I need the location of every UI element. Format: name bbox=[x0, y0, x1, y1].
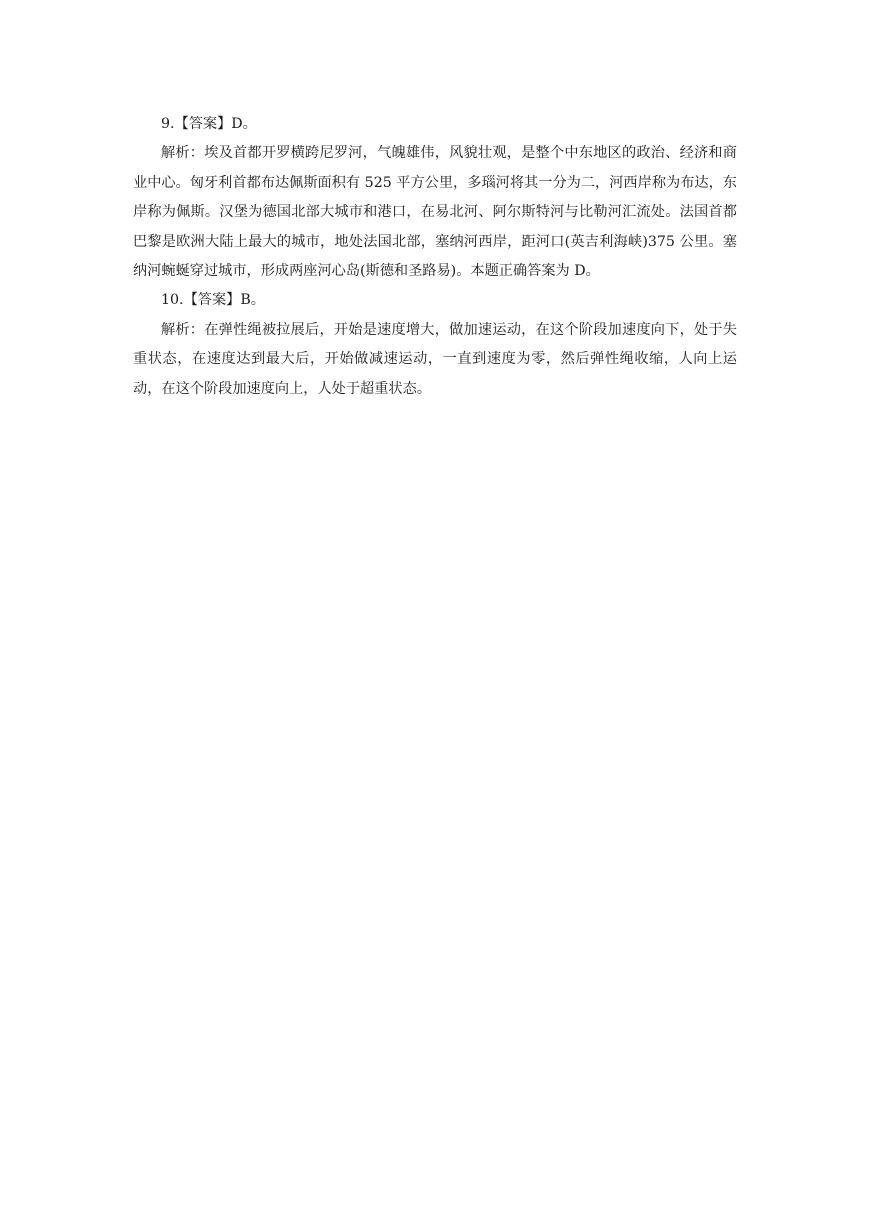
explanation-10-paragraph: 解析：在弹性绳被拉展后，开始是速度增大，做加速运动，在这个阶段加速度向下，处于失重状态，在速度达到最大后，开始做减速运动，一直到速度为零，然后弹性绳收缩，人向上运动，在这个阶段加速度向上，人处于超重状态。 bbox=[133, 321, 737, 397]
answer-10-line: 10.【答案】B。 bbox=[161, 292, 265, 309]
document-body bbox=[133, 110, 737, 404]
answer-9-line: 9.【答案】D。 bbox=[161, 116, 257, 132]
explanation-9-paragraph: 解析：埃及首都开罗横跨尼罗河，气魄雄伟，风貌壮观，是整个中东地区的政治、经济和商业中心。匈牙利首都布达佩斯面积有 525 平方公里，多瑙河将其一分为二，河西岸称为布达，东岸称为佩斯。汉堡为德国北部大城市和港口，在易北河、阿尔斯特河与比勒河汇流处。法国首都巴黎是欧洲大陆上最大的城市，地处法国北部，塞纳河西岸，距河口(英吉利海峡)375 公里。塞纳河蜿蜒穿过城市，形成两座河心岛(斯德和圣路易)。本题正确答案为 D。 bbox=[133, 145, 737, 280]
